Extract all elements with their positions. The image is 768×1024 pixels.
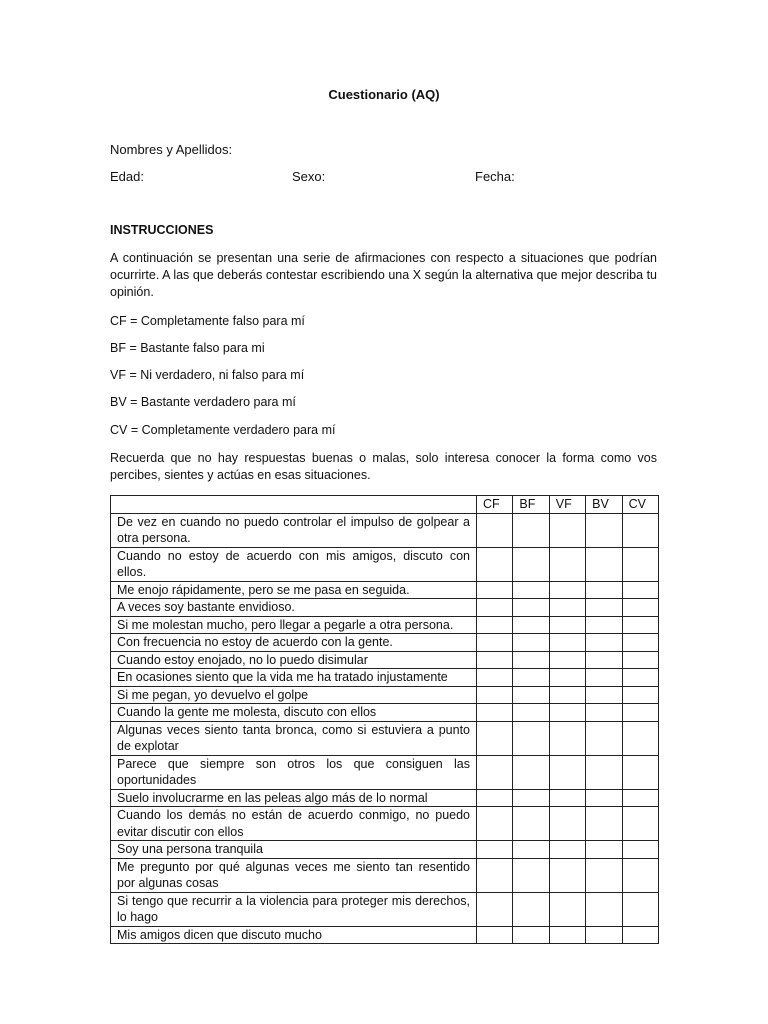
answer-cell-cv[interactable] — [622, 599, 658, 617]
answer-cell-bv[interactable] — [586, 669, 622, 687]
document-title: Cuestionario (AQ) — [328, 87, 440, 102]
answer-cell-bv[interactable] — [586, 616, 622, 634]
answer-cell-bf[interactable] — [513, 686, 549, 704]
statement-cell: Si me pegan, yo devuelvo el golpe — [111, 686, 477, 704]
answer-cell-cf[interactable] — [477, 686, 513, 704]
answer-cell-cv[interactable] — [622, 547, 658, 581]
table-body — [111, 513, 659, 944]
answer-cell-bf[interactable] — [513, 651, 549, 669]
answer-cell-vf[interactable] — [549, 755, 585, 789]
header-vf: VF — [549, 496, 585, 514]
questionnaire-table — [110, 495, 659, 944]
answer-cell-cf[interactable] — [477, 755, 513, 789]
scale-item-cv: CV = Completamente verdadero para mí — [110, 423, 336, 437]
instructions-reminder: Recuerda que no hay respuestas buenas o malas, solo interesa conocer la forma como vos percibes, sientes y actúas en esas situaciones. — [110, 451, 657, 482]
answer-cell-cv[interactable] — [622, 926, 658, 944]
answer-cell-bf[interactable] — [513, 616, 549, 634]
table-row — [111, 789, 659, 807]
answer-cell-bv[interactable] — [586, 807, 622, 841]
age-field-label: Edad: — [110, 169, 144, 184]
answer-cell-bv[interactable] — [586, 513, 622, 547]
statement-cell: Cuando no estoy de acuerdo con mis amigos, discuto con ellos. — [111, 547, 477, 581]
answer-cell-bf[interactable] — [513, 926, 549, 944]
answer-cell-cv[interactable] — [622, 789, 658, 807]
statement-cell: Cuando los demás no están de acuerdo conmigo, no puedo evitar discutir con ellos — [111, 807, 477, 841]
answer-cell-cf[interactable] — [477, 841, 513, 859]
answer-cell-bf[interactable] — [513, 513, 549, 547]
answer-cell-bf[interactable] — [513, 789, 549, 807]
answer-cell-vf[interactable] — [549, 547, 585, 581]
answer-cell-cf[interactable] — [477, 721, 513, 755]
answer-cell-bv[interactable] — [586, 721, 622, 755]
answer-cell-cf[interactable] — [477, 807, 513, 841]
answer-cell-vf[interactable] — [549, 513, 585, 547]
answer-cell-vf[interactable] — [549, 841, 585, 859]
statement-cell: Mis amigos dicen que discuto mucho — [111, 926, 477, 944]
answer-cell-cv[interactable] — [622, 807, 658, 841]
answer-cell-vf[interactable] — [549, 704, 585, 722]
answer-cell-bf[interactable] — [513, 547, 549, 581]
header-cf: CF — [477, 496, 513, 514]
answer-cell-cv[interactable] — [622, 892, 658, 926]
answer-cell-bf[interactable] — [513, 807, 549, 841]
answer-cell-vf[interactable] — [549, 807, 585, 841]
statement-cell: Con frecuencia no estoy de acuerdo con la gente. — [111, 634, 477, 652]
table-row — [111, 892, 659, 926]
answer-cell-vf[interactable] — [549, 892, 585, 926]
answer-cell-cv[interactable] — [622, 841, 658, 859]
instructions-intro: A continuación se presentan una serie de afirmaciones con respecto a situaciones que podrían ocurrirte. A las que deberás contestar escribiendo una X según la alternativa que mejor describa tu opinión. — [110, 251, 657, 299]
answer-cell-cv[interactable] — [622, 669, 658, 687]
answer-cell-bf[interactable] — [513, 669, 549, 687]
table-row — [111, 599, 659, 617]
answer-cell-cv[interactable] — [622, 513, 658, 547]
answer-cell-vf[interactable] — [549, 634, 585, 652]
instructions-heading: INSTRUCCIONES — [110, 223, 214, 237]
names-field-label: Nombres y Apellidos: — [110, 142, 233, 157]
table-row — [111, 721, 659, 755]
answer-cell-cv[interactable] — [622, 634, 658, 652]
statement-cell: Cuando estoy enojado, no lo puedo disimular — [111, 651, 477, 669]
table-row — [111, 686, 659, 704]
answer-cell-bv[interactable] — [586, 686, 622, 704]
sex-field-label: Sexo: — [292, 169, 326, 184]
answer-cell-cf[interactable] — [477, 858, 513, 892]
answer-cell-vf[interactable] — [549, 599, 585, 617]
answer-cell-cv[interactable] — [622, 858, 658, 892]
answer-cell-cf[interactable] — [477, 892, 513, 926]
statement-cell: De vez en cuando no puedo controlar el impulso de golpear a otra persona. — [111, 513, 477, 547]
header-bf: BF — [513, 496, 549, 514]
answer-cell-vf[interactable] — [549, 616, 585, 634]
answer-cell-cf[interactable] — [477, 581, 513, 599]
scale-item-bv: BV = Bastante verdadero para mí — [110, 395, 296, 409]
answer-cell-cf[interactable] — [477, 704, 513, 722]
answer-cell-bv[interactable] — [586, 926, 622, 944]
table-row — [111, 581, 659, 599]
table-row — [111, 634, 659, 652]
scale-item-vf: VF = Ni verdadero, ni falso para mí — [110, 368, 305, 382]
answer-cell-cv[interactable] — [622, 721, 658, 755]
answer-cell-vf[interactable] — [549, 721, 585, 755]
statement-cell: Soy una persona tranquila — [111, 841, 477, 859]
answer-cell-cv[interactable] — [622, 704, 658, 722]
answer-cell-cv[interactable] — [622, 755, 658, 789]
answer-cell-cv[interactable] — [622, 616, 658, 634]
answer-cell-cf[interactable] — [477, 651, 513, 669]
answer-cell-vf[interactable] — [549, 686, 585, 704]
table-row — [111, 651, 659, 669]
scale-item-bf: BF = Bastante falso para mi — [110, 341, 265, 355]
answer-cell-bv[interactable] — [586, 841, 622, 859]
statement-cell: Me pregunto por qué algunas veces me siento tan resentido por algunas cosas — [111, 858, 477, 892]
answer-cell-cf[interactable] — [477, 789, 513, 807]
answer-cell-bf[interactable] — [513, 892, 549, 926]
header-cv: CV — [622, 496, 658, 514]
table-row — [111, 841, 659, 859]
date-field-label: Fecha: — [475, 169, 515, 184]
answer-cell-bv[interactable] — [586, 581, 622, 599]
statement-cell: A veces soy bastante envidioso. — [111, 599, 477, 617]
answer-cell-bf[interactable] — [513, 599, 549, 617]
answer-cell-bv[interactable] — [586, 755, 622, 789]
statement-cell: Parece que siempre son otros los que consiguen las oportunidades — [111, 755, 477, 789]
table-row — [111, 755, 659, 789]
answer-cell-bv[interactable] — [586, 704, 622, 722]
answer-cell-vf[interactable] — [549, 858, 585, 892]
table-row — [111, 858, 659, 892]
answer-cell-bf[interactable] — [513, 721, 549, 755]
table-row — [111, 704, 659, 722]
answer-cell-cf[interactable] — [477, 616, 513, 634]
table-row — [111, 513, 659, 547]
statement-cell: Suelo involucrarme en las peleas algo más de lo normal — [111, 789, 477, 807]
answer-cell-cf[interactable] — [477, 513, 513, 547]
answer-cell-vf[interactable] — [549, 669, 585, 687]
header-bv: BV — [586, 496, 622, 514]
table-header-row — [111, 496, 659, 514]
answer-cell-bf[interactable] — [513, 634, 549, 652]
header-statement — [111, 496, 477, 514]
answer-cell-cv[interactable] — [622, 686, 658, 704]
scale-item-cf: CF = Completamente falso para mí — [110, 314, 305, 328]
answer-cell-bv[interactable] — [586, 789, 622, 807]
answer-cell-cf[interactable] — [477, 599, 513, 617]
table-row — [111, 547, 659, 581]
answer-cell-bv[interactable] — [586, 547, 622, 581]
answer-cell-bf[interactable] — [513, 755, 549, 789]
statement-cell: Si tengo que recurrir a la violencia para proteger mis derechos, lo hago — [111, 892, 477, 926]
statement-cell: Si me molestan mucho, pero llegar a pegarle a otra persona. — [111, 616, 477, 634]
answer-cell-vf[interactable] — [549, 789, 585, 807]
answer-cell-bf[interactable] — [513, 704, 549, 722]
answer-cell-vf[interactable] — [549, 926, 585, 944]
answer-cell-bv[interactable] — [586, 858, 622, 892]
statement-cell: Algunas veces siento tanta bronca, como si estuviera a punto de explotar — [111, 721, 477, 755]
statement-cell: En ocasiones siento que la vida me ha tratado injustamente — [111, 669, 477, 687]
answer-cell-vf[interactable] — [549, 581, 585, 599]
answer-cell-cf[interactable] — [477, 926, 513, 944]
answer-cell-bv[interactable] — [586, 651, 622, 669]
statement-cell: Cuando la gente me molesta, discuto con ellos — [111, 704, 477, 722]
answer-cell-cf[interactable] — [477, 547, 513, 581]
answer-cell-cf[interactable] — [477, 634, 513, 652]
answer-cell-vf[interactable] — [549, 651, 585, 669]
answer-cell-cv[interactable] — [622, 581, 658, 599]
table-row — [111, 807, 659, 841]
answer-cell-bf[interactable] — [513, 841, 549, 859]
answer-cell-bv[interactable] — [586, 634, 622, 652]
answer-cell-bf[interactable] — [513, 581, 549, 599]
answer-cell-cf[interactable] — [477, 669, 513, 687]
answer-cell-bv[interactable] — [586, 599, 622, 617]
table-row — [111, 926, 659, 944]
answer-cell-bf[interactable] — [513, 858, 549, 892]
table-row — [111, 616, 659, 634]
statement-cell: Me enojo rápidamente, pero se me pasa en seguida. — [111, 581, 477, 599]
table-row — [111, 669, 659, 687]
answer-cell-cv[interactable] — [622, 651, 658, 669]
answer-cell-bv[interactable] — [586, 892, 622, 926]
